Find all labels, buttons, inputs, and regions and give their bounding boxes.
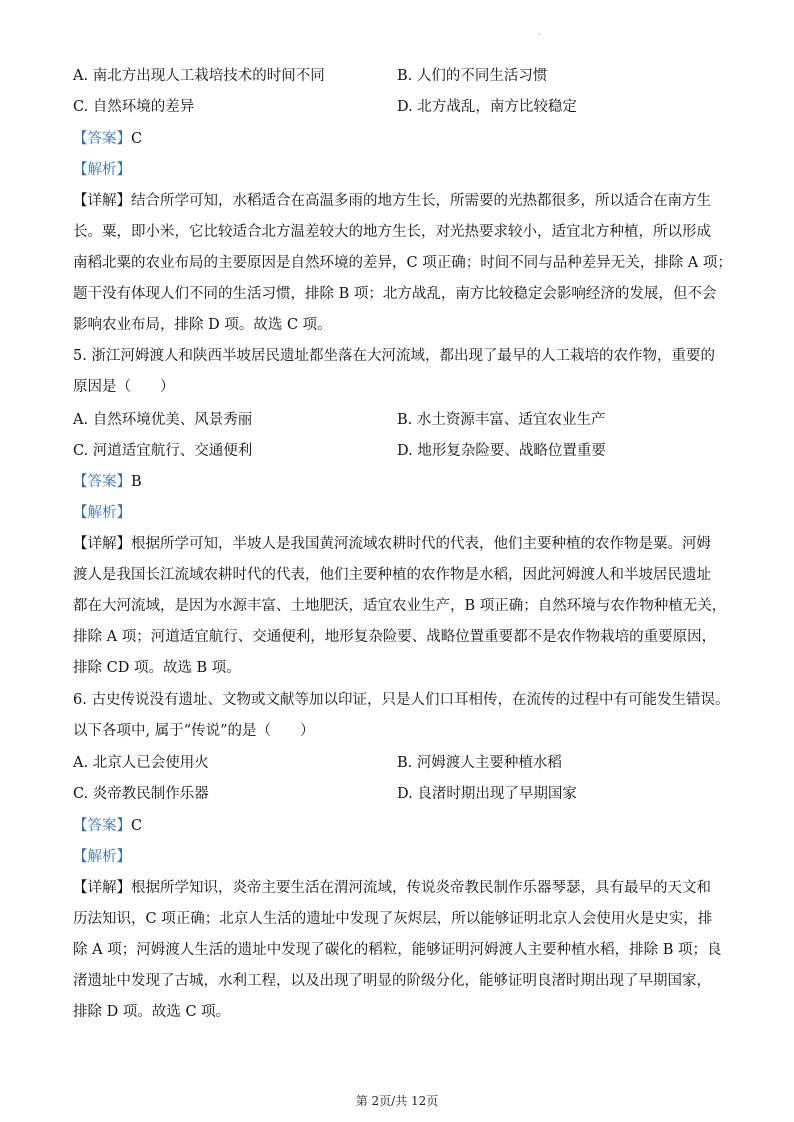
answer-label: 【答案】: [73, 131, 131, 147]
q5-option-a: A. 自然环境优美、风景秀丽: [73, 412, 253, 428]
q5-detail: [73, 529, 727, 684]
answer-label: 【答案】: [73, 474, 131, 490]
q4-option-a: A. 南北方出现人工栽培技术的时间不同: [73, 68, 325, 84]
detail-line: 历法知识，C 项正确；北京人生活的遗址中发现了灰烬层，所以能够证明北京人会使用火是史实，排: [73, 911, 713, 927]
q4-detail: [73, 186, 732, 341]
answer-value: B: [131, 474, 142, 490]
q6-answer: [73, 815, 723, 837]
q6-option-a: A. 北京人已会使用火: [73, 755, 209, 771]
detail-line: 长。粟，即小米，它比较适合北方温差较大的地方生长，对光热要求较小，适宜北方种植，所以形成: [73, 224, 711, 240]
stem-line: 5. 浙江河姆渡人和陕西半坡居民遗址都坐落在大河流域，都出现了最早的人工栽培的农作物，重要的: [73, 348, 715, 364]
detail-line: 除 A 项；河姆渡人生活的遗址中发现了碳化的稻粒，能够证明河姆渡人主要种植水稻，排除 B 项；良: [73, 942, 722, 958]
q6-option-b: B. 河姆渡人主要种植水稻: [397, 755, 562, 771]
answer-label: 【答案】: [73, 818, 131, 834]
q5-answer: [73, 471, 723, 493]
stem-line: 以下各项中, 属于“传说”的是（ ）: [73, 723, 315, 739]
analysis-label: 【解析】: [73, 505, 131, 521]
q4-options-row-2: [73, 96, 723, 118]
detail-line: 渚遗址中发现了古城，水利工程，以及出现了明显的阶级分化，能够证明良渚时期出现了早期国家，: [73, 973, 711, 989]
detail-line: 【详解】根据所学可知，半坡人是我国黄河流域农耕时代的代表，他们主要种植的农作物是粟。河姆: [73, 536, 711, 552]
detail-line: 影响农业布局，排除 D 项。故选 C 项。: [73, 317, 332, 333]
q5-options-row-1: [73, 409, 723, 431]
q5-analysis-label: [73, 502, 723, 524]
detail-line: 题干没有体现人们不同的生活习惯，排除 B 项；北方战乱，南方比较稳定会影响经济的发展，但不会: [73, 286, 717, 302]
q6-option-d: D. 良渚时期出现了早期国家: [397, 786, 577, 802]
detail-label: 【详解】: [73, 193, 131, 209]
q6-options-row-1: [73, 752, 723, 774]
q4-answer: [73, 128, 723, 150]
q6-options-row-2: [73, 783, 723, 805]
answer-value: C: [131, 818, 143, 834]
q4-option-b: B. 人们的不同生活习惯: [397, 68, 548, 84]
answer-value: C: [131, 131, 143, 147]
q5-option-d: D. 地形复杂险要、战略位置重要: [397, 443, 606, 459]
detail-label: 【详解】: [73, 880, 131, 896]
q5-option-c: C. 河道适宜航行、交通便利: [73, 443, 253, 459]
q5-stem: [73, 341, 723, 403]
detail-line: 排除 D 项。故选 C 项。: [73, 1004, 231, 1020]
q5-option-b: B. 水土资源丰富、适宜农业生产: [397, 412, 606, 428]
q5-options-row-2: [73, 440, 723, 462]
detail-line: 排除 A 项；河道适宜航行、交通便利，地形复杂险要、战略位置重要都不是农作物栽培的重要原因，: [73, 629, 717, 645]
detail-line: 南稻北粟的农业布局的主要原因是自然环境的差异，C 项正确；时间不同与品种差异无关，排除 A 项；: [73, 255, 732, 271]
stem-line: 原因是（ ）: [73, 379, 175, 395]
q6-analysis-label: [73, 846, 723, 868]
q6-stem: [73, 685, 730, 747]
detail-line: 【详解】结合所学可知，水稻适合在高温多雨的地方生长，所需要的光热都很多，所以适合在南方生: [73, 193, 711, 209]
q4-option-d: D. 北方战乱，南方比较稳定: [397, 99, 577, 115]
q4-options-row-1: [73, 65, 723, 87]
q4-option-c: C. 自然环境的差异: [73, 99, 195, 115]
q6-detail: [73, 873, 723, 1028]
scan-dot: ·: [538, 30, 541, 39]
detail-label: 【详解】: [73, 536, 131, 552]
q6-option-c: C. 炎帝教民制作乐器: [73, 786, 209, 802]
analysis-label: 【解析】: [73, 162, 131, 178]
detail-line: 都在大河流域，是因为水源丰富、土地肥沃，适宜农业生产，B 项正确；自然环境与农作物种植无关，: [73, 598, 727, 614]
detail-line: 渡人是我国长江流域农耕时代的代表，他们主要种植的农作物是水稻，因此河姆渡人和半坡居民遗址: [73, 567, 711, 583]
detail-line: 排除 CD 项。故选 B 项。: [73, 660, 241, 676]
detail-line: 【详解】根据所学知识，炎帝主要生活在渭河流域，传说炎帝教民制作乐器琴瑟，具有最早的天文和: [73, 880, 711, 896]
q4-analysis-label: [73, 159, 723, 181]
analysis-label: 【解析】: [73, 849, 131, 865]
page-number-footer: 第 2页/共 12页: [355, 1094, 439, 1108]
stem-line: 6. 古史传说没有遗址、文物或文献等加以印证，只是人们口耳相传，在流传的过程中有可能发生错误。: [73, 692, 730, 708]
